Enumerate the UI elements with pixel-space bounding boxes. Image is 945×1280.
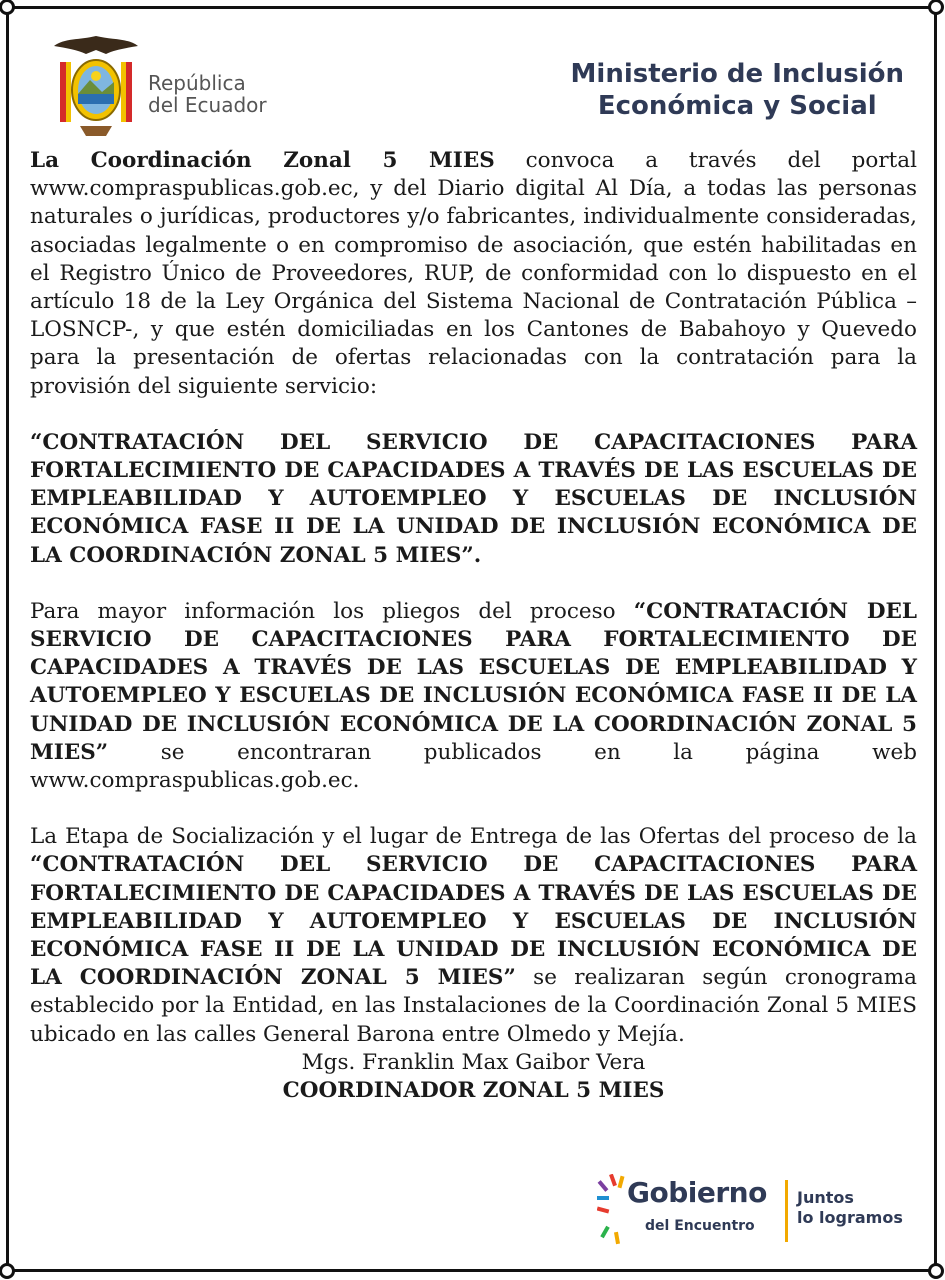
paragraph-intro <box>30 147 917 401</box>
gobierno-label: Gobierno <box>627 1176 767 1209</box>
slogan-line-2: lo logramos <box>797 1208 903 1227</box>
info-bold: “CONTRATACIÓN DEL SERVICIO DE CAPACITACIONES PARA FORTALECIMIENTO DE CAPACIDADES A TRAVÉS DE LAS ESCUELAS DE EMPLEABILIDAD Y AUTOEMPLEO Y ESCUELAS DE INCLUSIÓN ECONÓMICA FASE II DE LA UNIDAD DE INCLUSIÓN ECONÓMICA DE LA COORDINACIÓN ZONAL 5 MIES” <box>30 598 917 765</box>
schedule-bold: “CONTRATACIÓN DEL SERVICIO DE CAPACITACIONES PARA FORTALECIMIENTO DE CAPACIDADES A TRAVÉS DE LAS ESCUELAS DE EMPLEABILIDAD Y AUTOEMPLEO Y ESCUELAS DE INCLUSIÓN ECONÓMICA FASE II DE LA UNIDAD DE INCLUSIÓN ECONÓMICA DE LA COORDINACIÓN ZONAL 5 MIES” <box>30 852 917 991</box>
info-end: se encontraran publicados en la página web www.compraspublicas.gob.ec. <box>30 739 917 794</box>
paragraph-info <box>30 598 917 795</box>
country-line-1: República <box>148 71 246 95</box>
ministry-line-2: Económica y Social <box>597 91 877 121</box>
document-header <box>50 32 910 142</box>
country-name <box>148 72 267 116</box>
frame-corner <box>928 0 944 15</box>
ministry-line-1: Ministerio de Inclusión <box>570 59 904 89</box>
schedule-start: La Etapa de Socialización y el lugar de Entrega de las Ofertas del proceso de la <box>30 824 917 850</box>
government-logo <box>597 1168 917 1258</box>
logo-divider <box>785 1180 788 1242</box>
info-start: Para mayor información los pliegos del proceso <box>30 598 634 624</box>
frame-corner <box>0 1263 15 1279</box>
notice-body <box>30 147 917 1105</box>
intro-bold: La Coordinación Zonal 5 MIES <box>30 148 495 173</box>
paragraph-schedule <box>30 823 917 1049</box>
frame-corner <box>928 1263 944 1279</box>
gobierno-rays-icon <box>597 1174 631 1248</box>
intro-text: convoca a través del portal www.compraspublicas.gob.ec, y del Diario digital Al Día, a todas las personas naturales o jurídicas, productores y/o fabricantes, individualmente consideradas, asociadas legalmente o en compromiso de asociación, que estén habilitadas en el Registro Único de Proveedores, RUP, de conformidad con lo dispuesto en el artículo 18 de la Ley Orgánica del Sistema Nacional de Contratación Pública –LOSNCP-, y que estén domiciliadas en los Cantones de Babahoyo y Quevedo para la presentación de ofertas relacionadas con la contratación para la provisión del siguiente servicio: <box>30 148 917 399</box>
slogan <box>797 1188 903 1228</box>
signature-role: COORDINADOR ZONAL 5 MIES <box>282 1078 665 1104</box>
country-line-2: del Ecuador <box>148 93 267 117</box>
frame-corner <box>0 0 15 15</box>
coat-of-arms-icon <box>50 32 142 138</box>
slogan-line-1: Juntos <box>797 1188 854 1207</box>
service-title: “CONTRATACIÓN DEL SERVICIO DE CAPACITACIONES PARA FORTALECIMIENTO DE CAPACIDADES A TRAVÉS DE LAS ESCUELAS DE EMPLEABILIDAD Y AUTOEMPLEO Y ESCUELAS DE INCLUSIÓN ECONÓMICA FASE II DE LA UNIDAD DE INCLUSIÓN ECONÓMICA DE LA COORDINACIÓN ZONAL 5 MIES”. <box>30 429 917 568</box>
ministry-name <box>571 58 904 122</box>
signature-name: Mgs. Franklin Max Gaibor Vera <box>301 1049 646 1075</box>
schedule-end: se realizaran según cronograma establecido por la Entidad, en las Instalaciones de la Coordinación Zonal 5 MIES ubicado en las calles General Barona entre Olmedo y Mejía. <box>30 965 917 1047</box>
gobierno-sub-label: del Encuentro <box>645 1218 755 1234</box>
